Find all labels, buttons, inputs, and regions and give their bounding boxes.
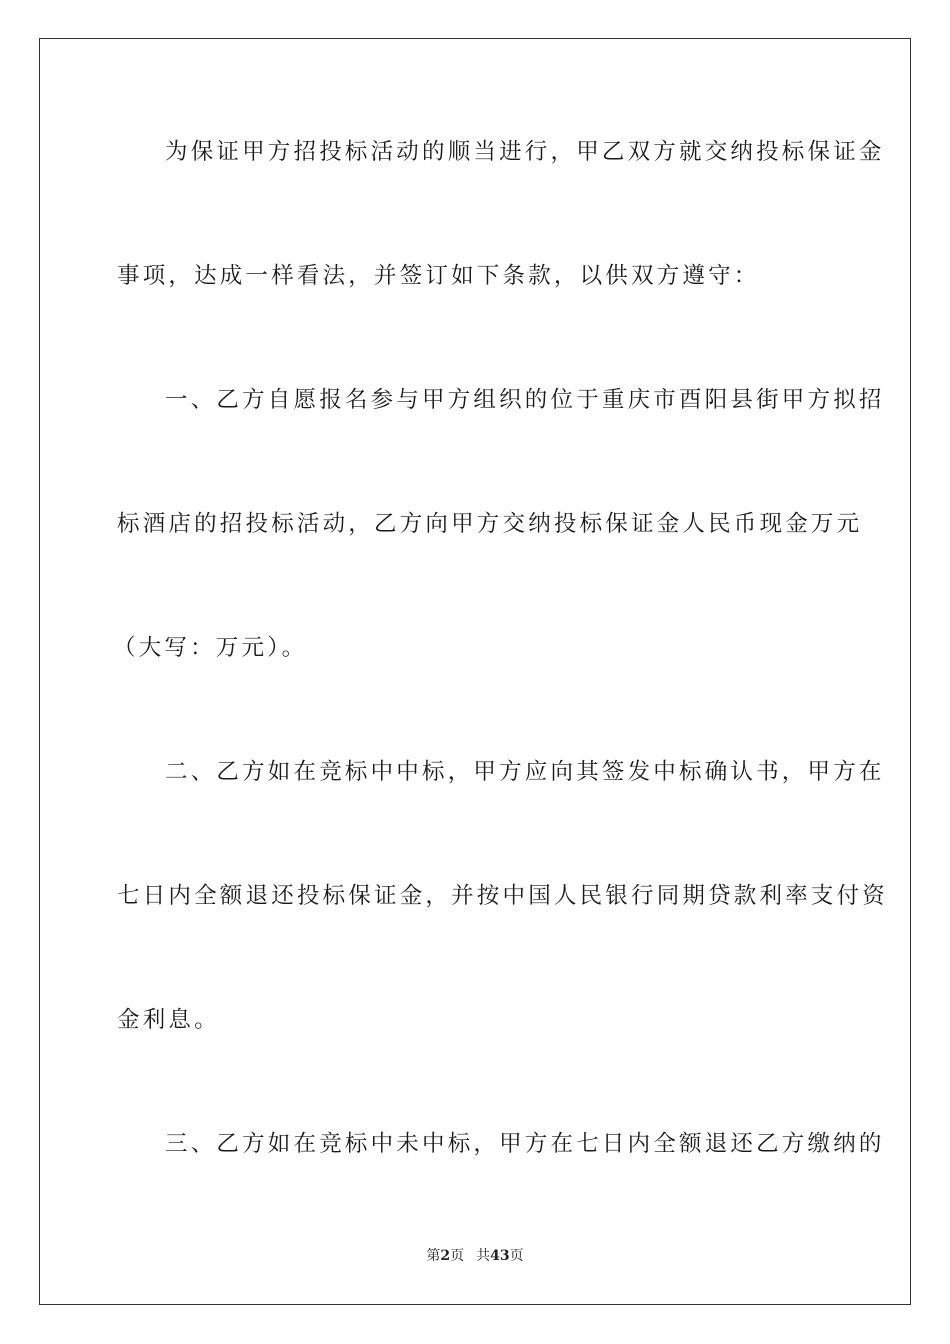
clause-3-line-1: 三、乙方如在竞标中未中标，甲方在七日内全额退还乙方缴纳的	[165, 1131, 885, 1157]
paragraph-line-2: 事项，达成一样看法，并签订如下条款，以供双方遵守：	[117, 263, 760, 289]
clause-1-line-3: （大写：万元）。	[113, 635, 308, 661]
total-pages-number: 43	[490, 1248, 510, 1264]
clause-2-line-1: 二、乙方如在竞标中中标，甲方应向其签发中标确认书，甲方在	[165, 759, 885, 785]
page-label-prefix: 第	[426, 1248, 441, 1264]
clause-1-line-1: 一、乙方自愿报名参与甲方组织的位于重庆市酉阳县街甲方拟招	[165, 387, 885, 413]
page-footer	[0, 1247, 950, 1265]
paragraph-line-1: 为保证甲方招投标活动的顺当进行，甲乙双方就交纳投标保证金	[165, 139, 885, 165]
clause-2-line-3: 金利息。	[117, 1007, 220, 1033]
total-label-prefix: 共	[476, 1248, 491, 1264]
current-page-number: 2	[440, 1248, 451, 1264]
page-border	[39, 38, 911, 1305]
clause-1-line-2: 标酒店的招投标活动，乙方向甲方交纳投标保证金人民币现金万元	[117, 511, 863, 537]
page-label-suffix: 页	[450, 1248, 465, 1264]
clause-2-line-2: 七日内全额退还投标保证金，并按中国人民银行同期贷款利率支付资	[117, 883, 889, 909]
total-label-suffix: 页	[509, 1248, 524, 1264]
